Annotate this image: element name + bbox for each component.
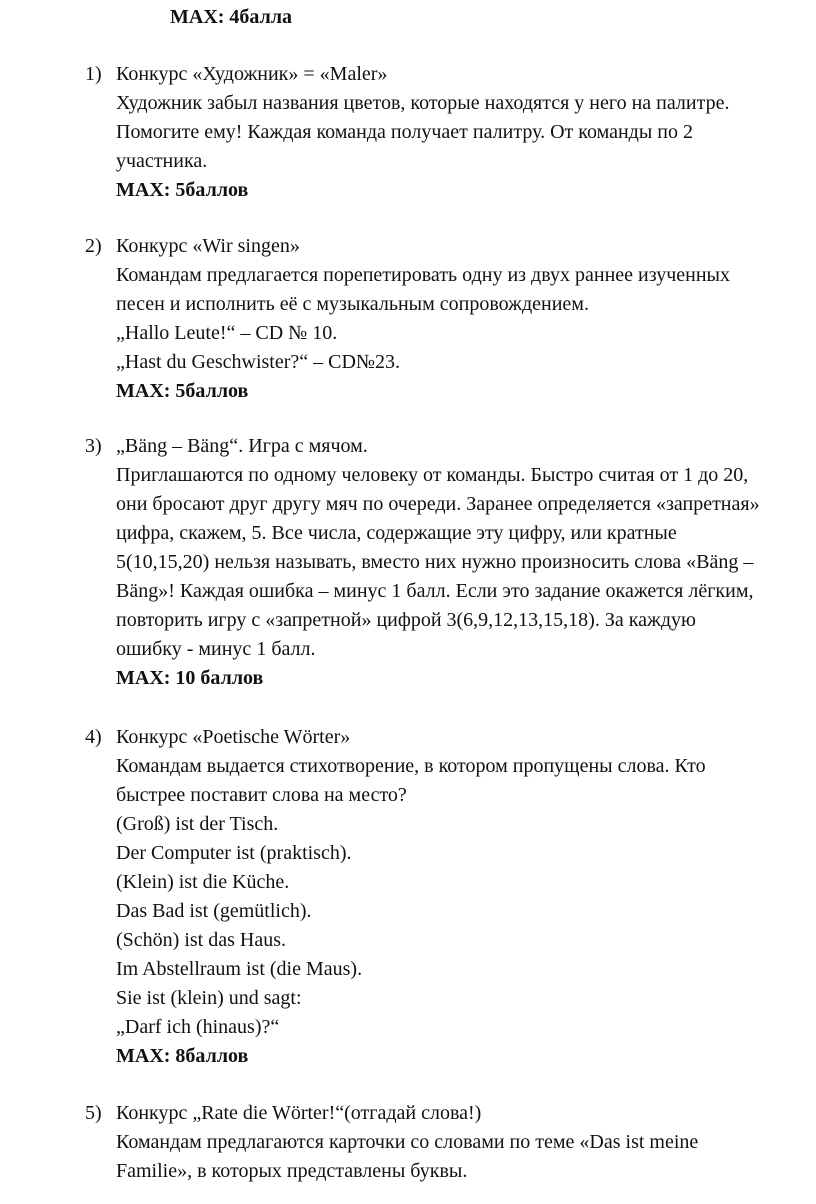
- section-text-line: Приглашаются по одному человеку от команды. Быстро считая от 1 до 20,: [116, 464, 749, 486]
- section-max-score: MAX: 5баллов: [116, 179, 249, 201]
- section-max-score: MAX: 5баллов: [116, 380, 249, 402]
- section-max-score: MAX: 10 баллов: [116, 667, 264, 689]
- section-text-line: участника.: [116, 150, 208, 172]
- section-number: 3): [85, 435, 102, 457]
- poem-line: Das Bad ist (gemütlich).: [116, 900, 312, 922]
- section-text-line: ошибку - минус 1 балл.: [116, 638, 316, 660]
- section-text-line: Помогите ему! Каждая команда получает палитру. От команды по 2: [116, 121, 693, 143]
- poem-line: (Klein) ist die Küche.: [116, 871, 290, 893]
- section-title: Конкурс «Poetische Wörter»: [116, 726, 351, 748]
- section-text-line: цифра, скажем, 5. Все числа, содержащие эту цифру, или кратные: [116, 522, 677, 544]
- song-reference: „Hallo Leute!“ – CD № 10.: [116, 322, 338, 344]
- section-title: Конкурс «Wir singen»: [116, 235, 300, 257]
- poem-line: „Darf ich (hinaus)?“: [116, 1016, 280, 1038]
- section-text-line: Командам выдается стихотворение, в котором пропущены слова. Кто: [116, 755, 706, 777]
- section-text-line: Familie», в которых представлены буквы.: [116, 1160, 468, 1182]
- section-title: Конкурс „Rate die Wörter!“(отгадай слова!): [116, 1102, 482, 1124]
- section-text-line: быстрее поставит слова на место?: [116, 784, 407, 806]
- section-title: „Bäng – Bäng“. Игра с мячом.: [116, 435, 368, 457]
- section-text-line: Командам предлагается порепетировать одну из двух раннее изученных: [116, 264, 730, 286]
- poem-line: Sie ist (klein) und sagt:: [116, 987, 302, 1009]
- section-title: Конкурс «Художник» = «Maler»: [116, 63, 388, 85]
- section-number: 2): [85, 235, 102, 257]
- song-reference: „Hast du Geschwister?“ – CD№23.: [116, 351, 401, 373]
- section-text-line: песен и исполнить её с музыкальным сопровождением.: [116, 293, 589, 315]
- section-number: 1): [85, 63, 102, 85]
- poem-line: (Groß) ist der Tisch.: [116, 813, 279, 835]
- section-text-line: Художник забыл названия цветов, которые находятся у него на палитре.: [116, 92, 730, 114]
- section-number: 4): [85, 726, 102, 748]
- poem-line: Der Computer ist (praktisch).: [116, 842, 352, 864]
- header-max-score: MAX: 4балла: [170, 6, 293, 28]
- section-text-line: повторить игру с «запретной» цифрой 3(6,9,12,13,15,18). За каждую: [116, 609, 696, 631]
- section-text-line: Bäng»! Каждая ошибка – минус 1 балл. Если это задание окажется лёгким,: [116, 580, 754, 602]
- section-text-line: 5(10,15,20) нельзя называть, вместо них нужно произносить слова «Bäng –: [116, 551, 754, 573]
- section-text-line: Командам предлагаются карточки со словами по теме «Das ist meine: [116, 1131, 699, 1153]
- section-text-line: они бросают друг другу мяч по очереди. Заранее определяется «запретная»: [116, 493, 760, 515]
- section-max-score: MAX: 8баллов: [116, 1045, 249, 1067]
- poem-line: (Schön) ist das Haus.: [116, 929, 286, 951]
- poem-line: Im Abstellraum ist (die Maus).: [116, 958, 363, 980]
- section-number: 5): [85, 1102, 102, 1124]
